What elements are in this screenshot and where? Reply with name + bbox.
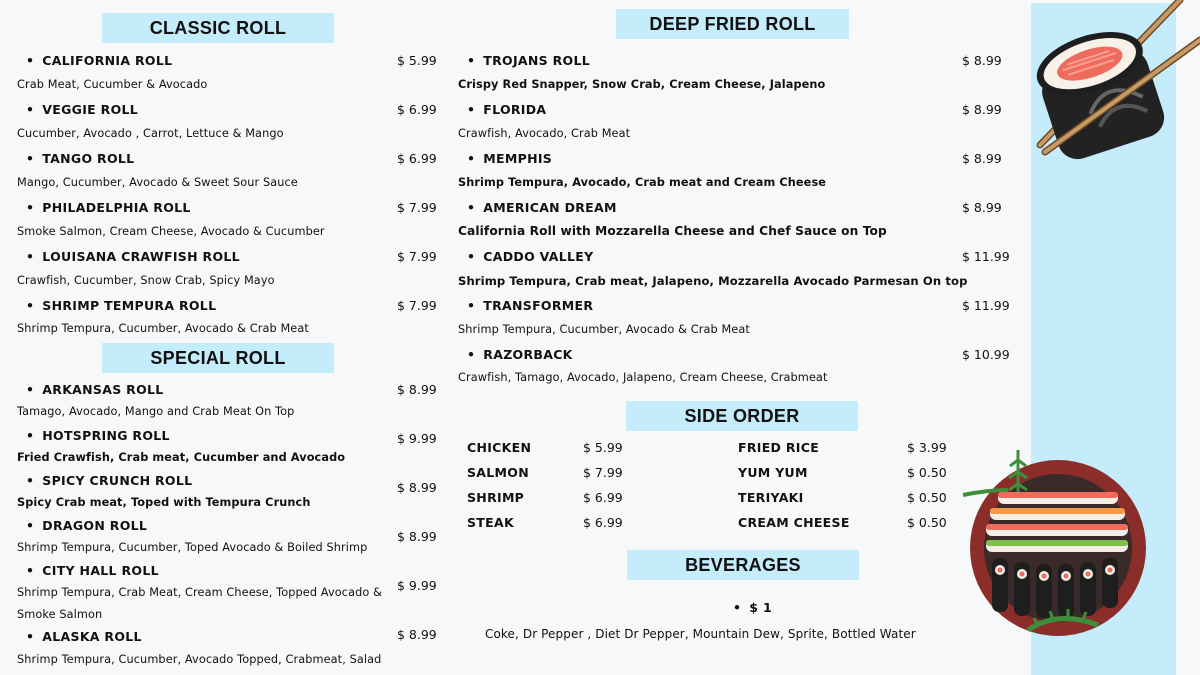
menu-item-name: • SHRIMP TEMPURA ROLL bbox=[26, 298, 216, 313]
side-item-name: SALMON bbox=[467, 465, 529, 480]
sushi-chopsticks-illustration bbox=[1030, 0, 1200, 170]
side-item-name: CREAM CHEESE bbox=[738, 515, 850, 530]
side-item-price: $ 7.99 bbox=[583, 465, 623, 480]
menu-item-name: • TRANSFORMER bbox=[467, 298, 593, 313]
beverage-price-value: $ 1 bbox=[749, 600, 772, 615]
menu-item-desc: Shrimp Tempura, Cucumber, Avocado & Crab Meat bbox=[17, 322, 309, 335]
side-item-price: $ 6.99 bbox=[583, 515, 623, 530]
menu-item-desc: Shrimp Tempura, Crab Meat, Cream Cheese, Topped Avocado & bbox=[17, 586, 382, 599]
menu-item-price: $ 8.99 bbox=[397, 382, 437, 397]
menu-item-name: • PHILADELPHIA ROLL bbox=[26, 200, 191, 215]
menu-item-desc-continued: Smoke Salmon bbox=[17, 608, 103, 621]
special-roll-title: SPECIAL ROLL bbox=[102, 343, 334, 373]
menu-item-price: $ 8.99 bbox=[962, 200, 1002, 215]
menu-item-desc: Crawfish, Tamago, Avocado, Jalapeno, Cream Cheese, Crabmeat bbox=[458, 371, 828, 384]
menu-item-price: $ 6.99 bbox=[397, 151, 437, 166]
menu-item-desc: Fried Crawfish, Crab meat, Cucumber and Avocado bbox=[17, 451, 346, 464]
side-order-title: SIDE ORDER bbox=[626, 401, 858, 431]
menu-item-name: • CITY HALL ROLL bbox=[26, 563, 159, 578]
side-item-price: $ 0.50 bbox=[907, 490, 947, 505]
menu-item-price: $ 7.99 bbox=[397, 200, 437, 215]
menu-item-name: • ARKANSAS ROLL bbox=[26, 382, 164, 397]
side-item-price: $ 6.99 bbox=[583, 490, 623, 505]
menu-item-name: • FLORIDA bbox=[467, 102, 546, 117]
beverage-price bbox=[733, 600, 772, 615]
menu-item-desc: Crispy Red Snapper, Snow Crab, Cream Cheese, Jalapeno bbox=[458, 78, 826, 91]
side-item-name: FRIED RICE bbox=[738, 440, 820, 455]
menu-item-price: $ 5.99 bbox=[397, 53, 437, 68]
menu-item-desc: Spicy Crab meat, Toped with Tempura Crunch bbox=[17, 496, 311, 509]
menu-item-price: $ 8.99 bbox=[962, 151, 1002, 166]
menu-item-price: $ 8.99 bbox=[397, 627, 437, 642]
menu-item-desc: Tamago, Avocado, Mango and Crab Meat On Top bbox=[17, 405, 295, 418]
menu-item-desc: Crawfish, Avocado, Crab Meat bbox=[458, 127, 631, 140]
menu-item-desc: Shrimp Tempura, Crab meat, Jalapeno, Mozzarella Avocado Parmesan On top bbox=[458, 274, 968, 288]
menu-item-price: $ 8.99 bbox=[962, 53, 1002, 68]
menu-item-name: • ALASKA ROLL bbox=[26, 629, 142, 644]
menu-item-name: • TROJANS ROLL bbox=[467, 53, 590, 68]
menu-item-price: $ 8.99 bbox=[962, 102, 1002, 117]
menu-item-name: • HOTSPRING ROLL bbox=[26, 428, 170, 443]
menu-item-price: $ 6.99 bbox=[397, 102, 437, 117]
side-item-price: $ 0.50 bbox=[907, 515, 947, 530]
sushi-platter-illustration bbox=[958, 440, 1158, 650]
menu-item-name: • SPICY CRUNCH ROLL bbox=[26, 473, 192, 488]
side-item-name: TERIYAKI bbox=[738, 490, 804, 505]
side-item-name: STEAK bbox=[467, 515, 514, 530]
menu-item-desc: Shrimp Tempura, Cucumber, Avocado & Crab Meat bbox=[458, 323, 750, 336]
menu-item-desc: California Roll with Mozzarella Cheese and Chef Sauce on Top bbox=[458, 224, 887, 238]
menu-item-desc: Shrimp Tempura, Cucumber, Toped Avocado & Boiled Shrimp bbox=[17, 541, 368, 554]
menu-item-name: • RAZORBACK bbox=[467, 347, 573, 362]
side-item-name: YUM YUM bbox=[738, 465, 808, 480]
menu-item-name: • CADDO VALLEY bbox=[467, 249, 594, 264]
menu-item-desc: Mango, Cucumber, Avocado & Sweet Sour Sauce bbox=[17, 176, 298, 189]
menu-item-name: • MEMPHIS bbox=[467, 151, 552, 166]
menu-item-price: $ 11.99 bbox=[962, 298, 1010, 313]
menu-item-name: • VEGGIE ROLL bbox=[26, 102, 138, 117]
menu-item-desc: Cucumber, Avocado , Carrot, Lettuce & Mango bbox=[17, 127, 284, 140]
menu-item-price: $ 8.99 bbox=[397, 529, 437, 544]
side-item-price: $ 0.50 bbox=[907, 465, 947, 480]
menu-item-price: $ 8.99 bbox=[397, 480, 437, 495]
menu-item-name: • AMERICAN DREAM bbox=[467, 200, 617, 215]
menu-item-desc: Crab Meat, Cucumber & Avocado bbox=[17, 78, 208, 91]
beverage-list: Coke, Dr Pepper , Diet Dr Pepper, Mountain Dew, Sprite, Bottled Water bbox=[485, 627, 916, 641]
menu-item-desc: Shrimp Tempura, Avocado, Crab meat and Cream Cheese bbox=[458, 176, 827, 189]
menu-item-name: • CALIFORNIA ROLL bbox=[26, 53, 172, 68]
menu-item-name: • TANGO ROLL bbox=[26, 151, 134, 166]
side-item-price: $ 5.99 bbox=[583, 440, 623, 455]
beverages-title: BEVERAGES bbox=[627, 550, 859, 580]
menu-item-price: $ 9.99 bbox=[397, 431, 437, 446]
side-item-name: SHRIMP bbox=[467, 490, 525, 505]
menu-item-desc: Smoke Salmon, Cream Cheese, Avocado & Cucumber bbox=[17, 225, 325, 238]
menu-item-desc: Shrimp Tempura, Cucumber, Avocado Topped, Crabmeat, Salad bbox=[17, 653, 382, 666]
side-item-price: $ 3.99 bbox=[907, 440, 947, 455]
menu-item-price: $ 7.99 bbox=[397, 249, 437, 264]
menu-item-price: $ 9.99 bbox=[397, 578, 437, 593]
menu-item-desc: Crawfish, Cucumber, Snow Crab, Spicy Mayo bbox=[17, 274, 275, 287]
classic-roll-title: CLASSIC ROLL bbox=[102, 13, 334, 43]
menu-item-price: $ 10.99 bbox=[962, 347, 1010, 362]
side-item-name: CHICKEN bbox=[467, 440, 532, 455]
menu-item-name: • DRAGON ROLL bbox=[26, 518, 147, 533]
menu-item-price: $ 7.99 bbox=[397, 298, 437, 313]
menu-item-name: • LOUISANA CRAWFISH ROLL bbox=[26, 249, 240, 264]
menu-item-price: $ 11.99 bbox=[962, 249, 1010, 264]
deep-fried-roll-title: DEEP FRIED ROLL bbox=[616, 9, 849, 39]
